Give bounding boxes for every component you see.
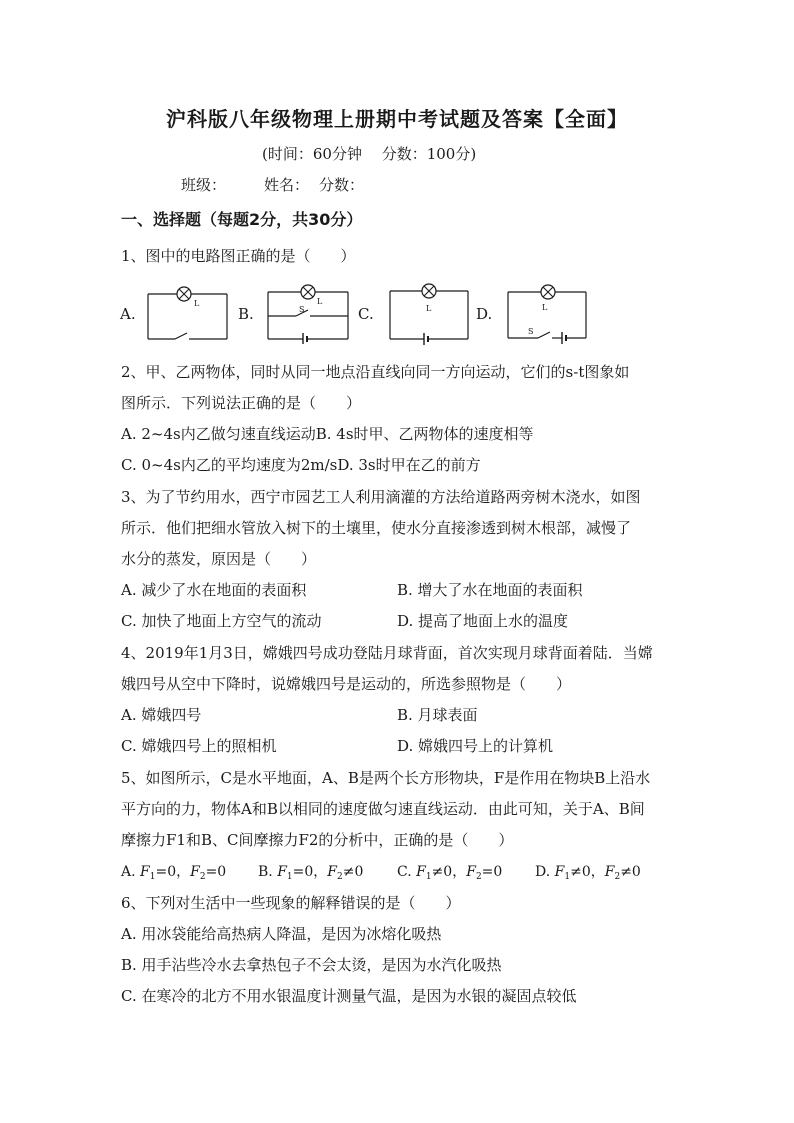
question-2-stem-line-2: 图所示．下列说法正确的是（ ）	[121, 394, 362, 412]
lamp-label: L	[542, 303, 548, 312]
circuit-diagram-a	[145, 284, 231, 344]
score-label: 分数：	[319, 176, 365, 194]
question-2-options-ab: A. 2~4s内乙做匀速直线运动B. 4s时甲、乙两物体的速度相等	[121, 425, 534, 443]
circuit-diagram-b	[263, 282, 353, 344]
question-2-options-cd: C. 0~4s内乙的平均速度为2m/sD. 3s时甲在乙的前方	[121, 456, 481, 474]
lamp-label: L	[194, 299, 200, 308]
question-6-option-c: C. 在寒冷的北方不用水银温度计测量气温，是因为水银的凝固点较低	[121, 987, 577, 1005]
q1-option-c-label: C.	[358, 305, 374, 323]
circuit-diagram-d	[504, 282, 590, 344]
class-label: 班级：	[181, 176, 227, 194]
question-3-stem-line-3: 水分的蒸发，原因是（ ）	[121, 550, 317, 568]
question-2-stem-line-1: 2、甲、乙两物体，同时从同一地点沿直线向同一方向运动，它们的s-t图象如	[121, 363, 630, 381]
question-3-option-a: A. 减少了水在地面的表面积	[121, 581, 307, 599]
lamp-icon	[422, 284, 436, 298]
question-1-stem: 1、图中的电路图正确的是（ ）	[121, 247, 356, 265]
question-4-option-d: D. 嫦娥四号上的计算机	[397, 737, 554, 755]
question-4-stem-line-2: 娥四号从空中下降时，说嫦娥四号是运动的，所选参照物是（ ）	[121, 675, 572, 693]
lamp-icon	[177, 287, 191, 301]
question-5-stem-line-3: 摩擦力F1和B、C间摩擦力F2的分析中，正确的是（ ）	[121, 831, 514, 849]
section-heading: 一、选择题（每题2分，共30分）	[121, 210, 363, 229]
q1-option-a-label: A.	[120, 305, 136, 323]
question-5-stem-line-2: 平方向的力，物体A和B以相同的速度做匀速直线运动．由此可知，关于A、B间	[121, 800, 645, 818]
question-5-option-d: D. $F_1\ne 0$，$F_2\ne 0$	[535, 864, 641, 882]
lamp-icon	[541, 285, 555, 299]
question-4-option-b: B. 月球表面	[397, 706, 478, 724]
question-6-option-b: B. 用手沾些冷水去拿热包子不会太烫，是因为水汽化吸热	[121, 956, 502, 974]
question-3-option-c: C. 加快了地面上方空气的流动	[121, 612, 322, 630]
question-5-option-c: C. $F_1\ne 0$，$F_2=0$	[397, 864, 503, 882]
lamp-label: L	[426, 304, 432, 313]
switch-label: S	[299, 305, 305, 314]
switch-label: S	[528, 327, 534, 336]
question-4-option-a: A. 嫦娥四号	[121, 706, 202, 724]
time-score-info: (时间：60分钟 分数：100分)	[262, 145, 477, 163]
name-label: 姓名：	[264, 176, 310, 194]
question-3-stem-line-2: 所示．他们把细水管放入树下的土壤里，使水分直接渗透到树木根部，减慢了	[121, 519, 632, 537]
question-6-option-a: A. 用冰袋能给高热病人降温，是因为冰熔化吸热	[121, 925, 442, 943]
q1-option-b-label: B.	[238, 305, 254, 323]
lamp-label: L	[317, 297, 323, 306]
question-5-option-b: B. $F_1=0$，$F_2\ne 0$	[258, 864, 364, 882]
circuit-diagram-c	[386, 281, 472, 345]
question-3-stem-line-1: 3、为了节约用水，西宁市园艺工人利用滴灌的方法给道路两旁树木浇水，如图	[121, 488, 641, 506]
lamp-icon	[301, 285, 315, 299]
question-4-stem-line-1: 4、2019年1月3日，嫦娥四号成功登陆月球背面，首次实现月球背面着陆．当嫦	[121, 644, 653, 662]
question-6-stem: 6、下列对生活中一些现象的解释错误的是（ ）	[121, 894, 461, 912]
question-5-stem-line-1: 5、如图所示，C是水平地面，A、B是两个长方形物块，F是作用在物块B上沿水	[121, 769, 651, 787]
question-3-option-b: B. 增大了水在地面的表面积	[397, 581, 583, 599]
question-3-option-d: D. 提高了地面上水的温度	[397, 612, 569, 630]
question-5-option-a: A. $F_1=0$，$F_2=0$	[121, 864, 227, 882]
q1-option-d-label: D.	[476, 305, 493, 323]
question-4-option-c: C. 嫦娥四号上的照相机	[121, 737, 277, 755]
page-title: 沪科版八年级物理上册期中考试题及答案【全面】	[166, 107, 628, 131]
